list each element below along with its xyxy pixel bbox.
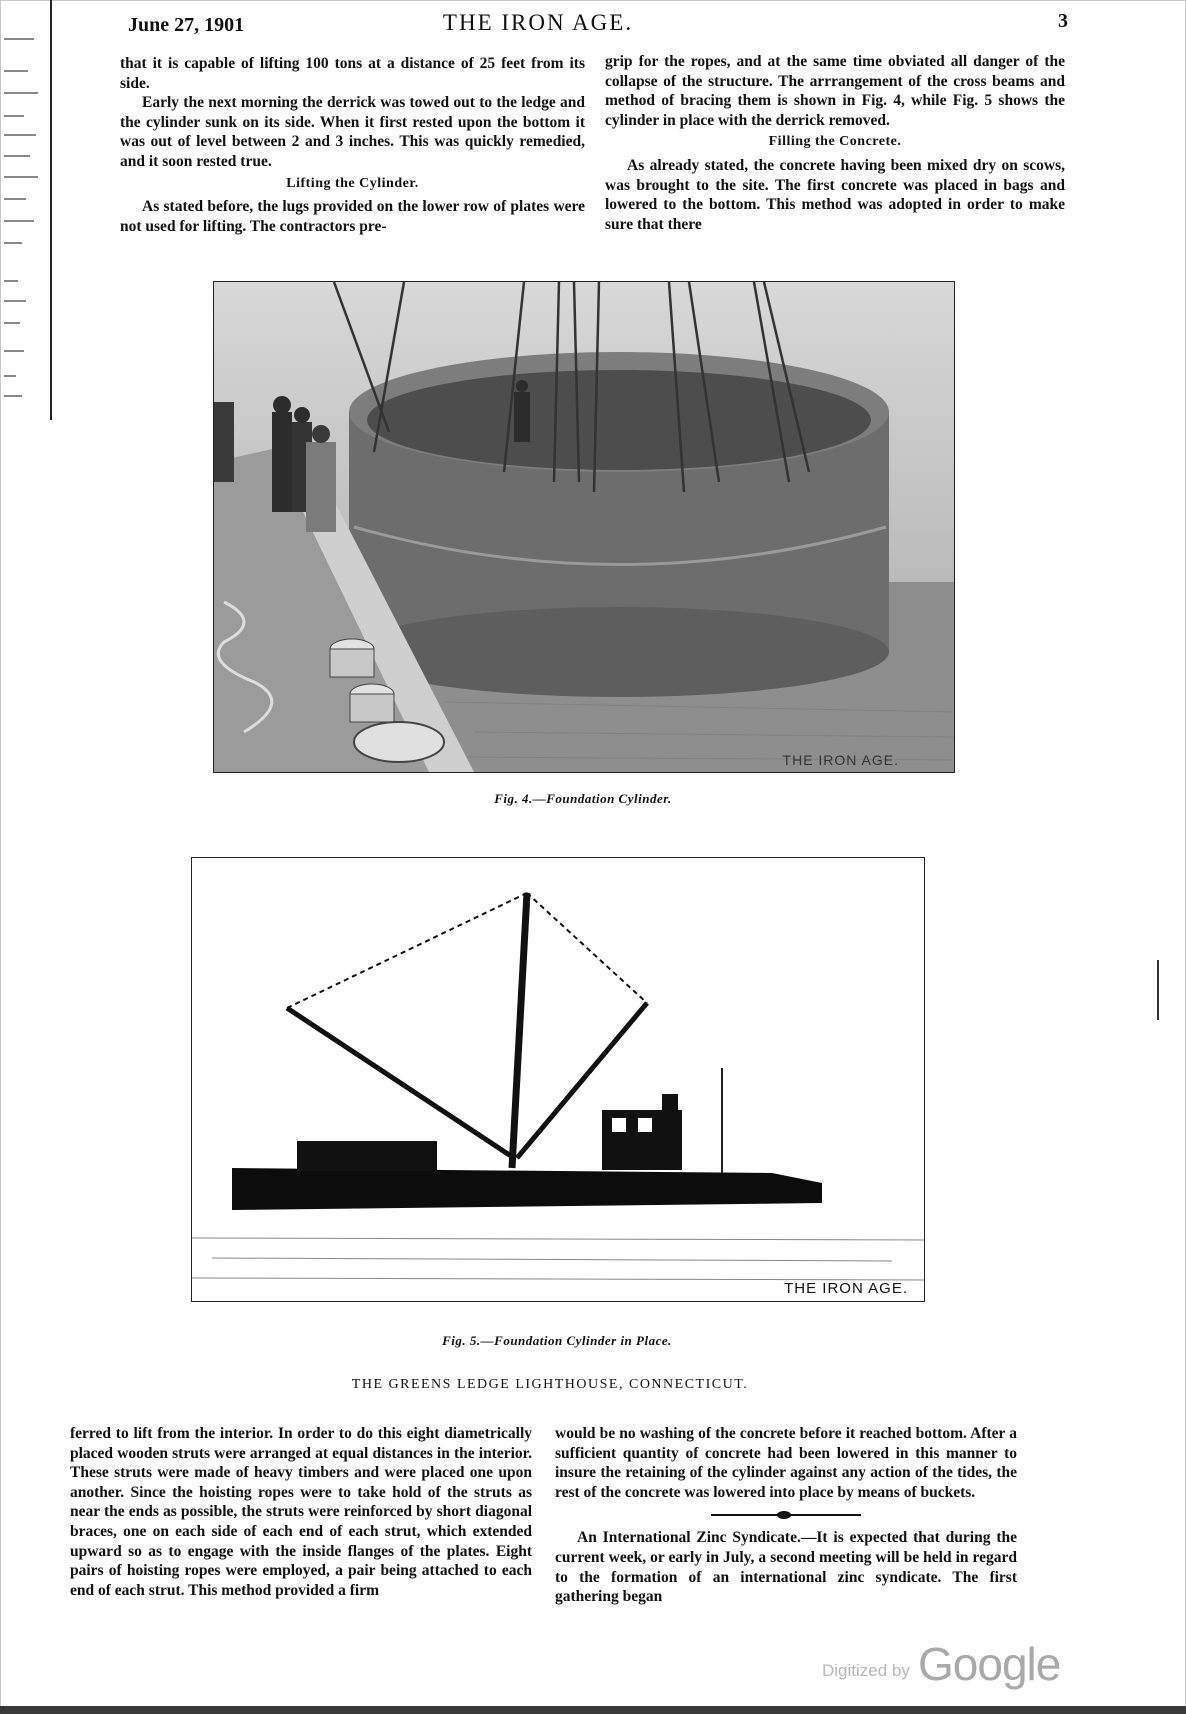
page-number: 3 [1058,10,1068,32]
section-heading: Lifting the Cylinder. [286,175,419,191]
column-bottom-left [70,1424,532,1600]
figure-cylinder-in-place-photo [191,857,925,1302]
header-date: June 27, 1901 [128,14,245,36]
paragraph [555,1528,1017,1606]
column-top-right [605,52,1065,234]
column-bottom-right [555,1424,1017,1607]
cylinder-in-place-drawing [192,858,924,1301]
section-heading: Filling the Concrete. [768,134,902,150]
paragraph: grip for the ropes, and at the same time obviated all danger of the collapse of the structure. The arrrangement of the cross beams and method of bracing them is shown in Fig. 4, while Fig. 5 shows the cylinder in place with the derrick removed. [605,53,1065,129]
gutter-line [50,0,52,420]
plate-title: THE GREENS LEDGE LIGHTHOUSE, CONNECTICUT. [351,1377,749,1392]
bottom-edge-bar [0,1706,1186,1714]
digitized-by-label: Digitized by [822,1661,910,1680]
google-logo: Google [918,1638,1061,1690]
journal-title: THE IRON AGE. [442,10,634,35]
digitized-by-google-watermark [822,1637,1062,1690]
fig4-caption: Fig. 4.—Foundation Cylinder. [494,791,672,806]
fig5-caption: Fig. 5.—Foundation Cylinder in Place. [442,1333,672,1348]
article-body: —It is expected that during the current week, or early in July, a second meeting will be held in regard to the formation of an international zinc syndicate. The first gathering began [555,1529,1017,1606]
paragraph: Early the next morning the derrick was towed out to the ledge and the cylinder sunk on its side. When it first rested upon the bottom it was out of level between 2 and 3 inches. This was quickly remedied, and it soon rested true. [120,94,585,170]
bleed-through-marks [4,30,46,410]
article-lead: An International Zinc Syndicate. [577,1529,801,1547]
paragraph: would be no washing of the concrete before it reached bottom. After a sufficient quantity of concrete had been lowered in this manner to insure the retaining of the cylinder against any action of the tides, the rest of the concrete was lowered into place by means of buckets. [555,1425,1017,1501]
margin-mark [1157,960,1159,1020]
paragraph: As already stated, the concrete having been mixed dry on scows, was brought to the site. The first concrete was placed in bags and lowered to the bottom. This method was adopted in order to make sure that there [605,156,1065,233]
paragraph: ferred to lift from the interior. In order to do this eight diametrically placed wooden struts were arranged at equal distances in the interior. These struts were made of heavy timbers and were placed one upon another. Since the hoisting ropes were to take hold of the struts as near the ends as possible, the struts were reinforced by short diagonal braces, one on each side of each end of each strut, which extended upward so as to engage with the inside flanges of the plates. Eight pairs of hoisting ropes were employed, a pair being attached to each end of each strut. This method provided a firm [70,1425,532,1599]
fig5-watermark: THE IRON AGE. [784,1280,908,1297]
fig4-watermark: THE IRON AGE. [782,752,899,768]
figure-foundation-cylinder-photo [213,281,955,773]
page-header [128,10,1068,40]
cylinder-photo-drawing [214,282,954,772]
column-top-left [120,54,585,236]
paragraph: that it is capable of lifting 100 tons at a distance of 25 feet from its side. [120,55,585,92]
section-divider [711,1514,861,1516]
paragraph: As stated before, the lugs provided on the lower row of plates were not used for lifting. The contractors pre- [120,198,585,235]
